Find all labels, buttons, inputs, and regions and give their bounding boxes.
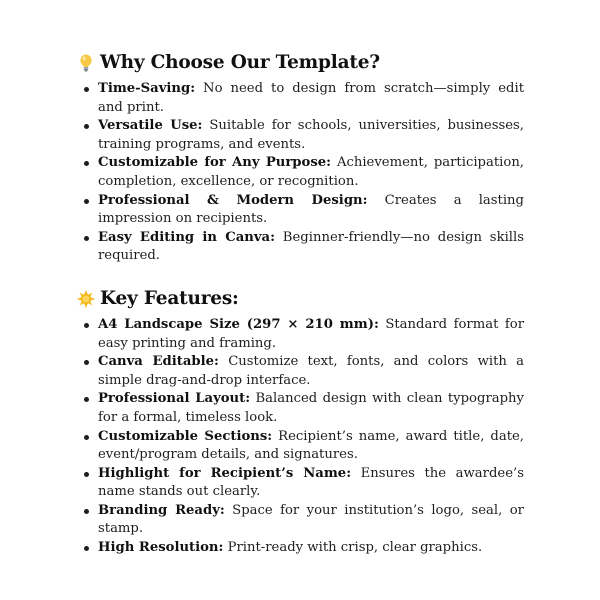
star-icon <box>76 289 96 309</box>
benefits-list <box>76 80 524 266</box>
section-title: Why Choose Our Template? <box>100 52 380 73</box>
item-description: Space for your institution’s logo, seal, or stamp. <box>98 502 524 537</box>
section-heading <box>76 288 524 310</box>
list-item <box>98 465 524 502</box>
item-description: Creates a lasting impression on recipients. <box>98 192 524 227</box>
key-features-section <box>76 288 524 558</box>
item-term: A4 Landscape Size (297 × 210 mm): <box>98 316 379 332</box>
features-list <box>76 316 524 558</box>
item-term: Time-Saving: <box>98 81 196 96</box>
list-item <box>98 192 524 229</box>
item-description: No need to design from scratch—simply edit and print. <box>98 81 524 115</box>
lightbulb-icon <box>76 53 96 73</box>
item-description: Balanced design with clean typography for a formal, timeless look. <box>98 391 524 425</box>
item-term: Customizable Sections: <box>98 428 273 444</box>
item-description: Recipient’s name, award title, date, event/program details, and signatures. <box>98 428 524 463</box>
item-term: Easy Editing in Canva: <box>98 229 275 245</box>
item-description: Customize text, fonts, and colors with a simple drag-and-drop interface. <box>98 354 524 388</box>
section-heading <box>76 52 524 74</box>
section-title: Key Features: <box>100 287 239 309</box>
why-choose-section <box>76 52 524 266</box>
list-item <box>98 353 524 390</box>
item-term: Professional Layout: <box>98 391 251 407</box>
item-term: Canva Editable: <box>98 354 219 370</box>
list-item <box>98 428 524 465</box>
item-description: Achievement, participation, completion, excellence, or recognition. <box>98 155 524 189</box>
list-item <box>98 80 524 117</box>
item-description: Beginner-friendly—no design skills required. <box>98 229 524 264</box>
list-item <box>98 539 524 558</box>
list-item <box>98 502 524 539</box>
item-description: Print-ready with crisp, clear graphics. <box>227 540 483 556</box>
list-item <box>98 390 524 427</box>
item-term: Versatile Use: <box>98 118 203 134</box>
item-term: Professional & Modern Design: <box>98 192 368 208</box>
item-description: Standard format for easy printing and framing. <box>98 316 525 351</box>
list-item <box>98 229 524 266</box>
item-description: Ensures the awardee’s name stands out clearly. <box>98 465 524 500</box>
item-term: High Resolution: <box>98 540 224 556</box>
list-item <box>98 117 524 154</box>
item-term: Highlight for Recipient’s Name: <box>98 465 352 481</box>
list-item <box>98 154 524 191</box>
item-term: Customizable for Any Purpose: <box>98 155 332 171</box>
list-item <box>98 316 524 353</box>
item-term: Branding Ready: <box>98 502 225 518</box>
item-description: Suitable for schools, universities, businesses, training programs, and events. <box>98 118 525 152</box>
